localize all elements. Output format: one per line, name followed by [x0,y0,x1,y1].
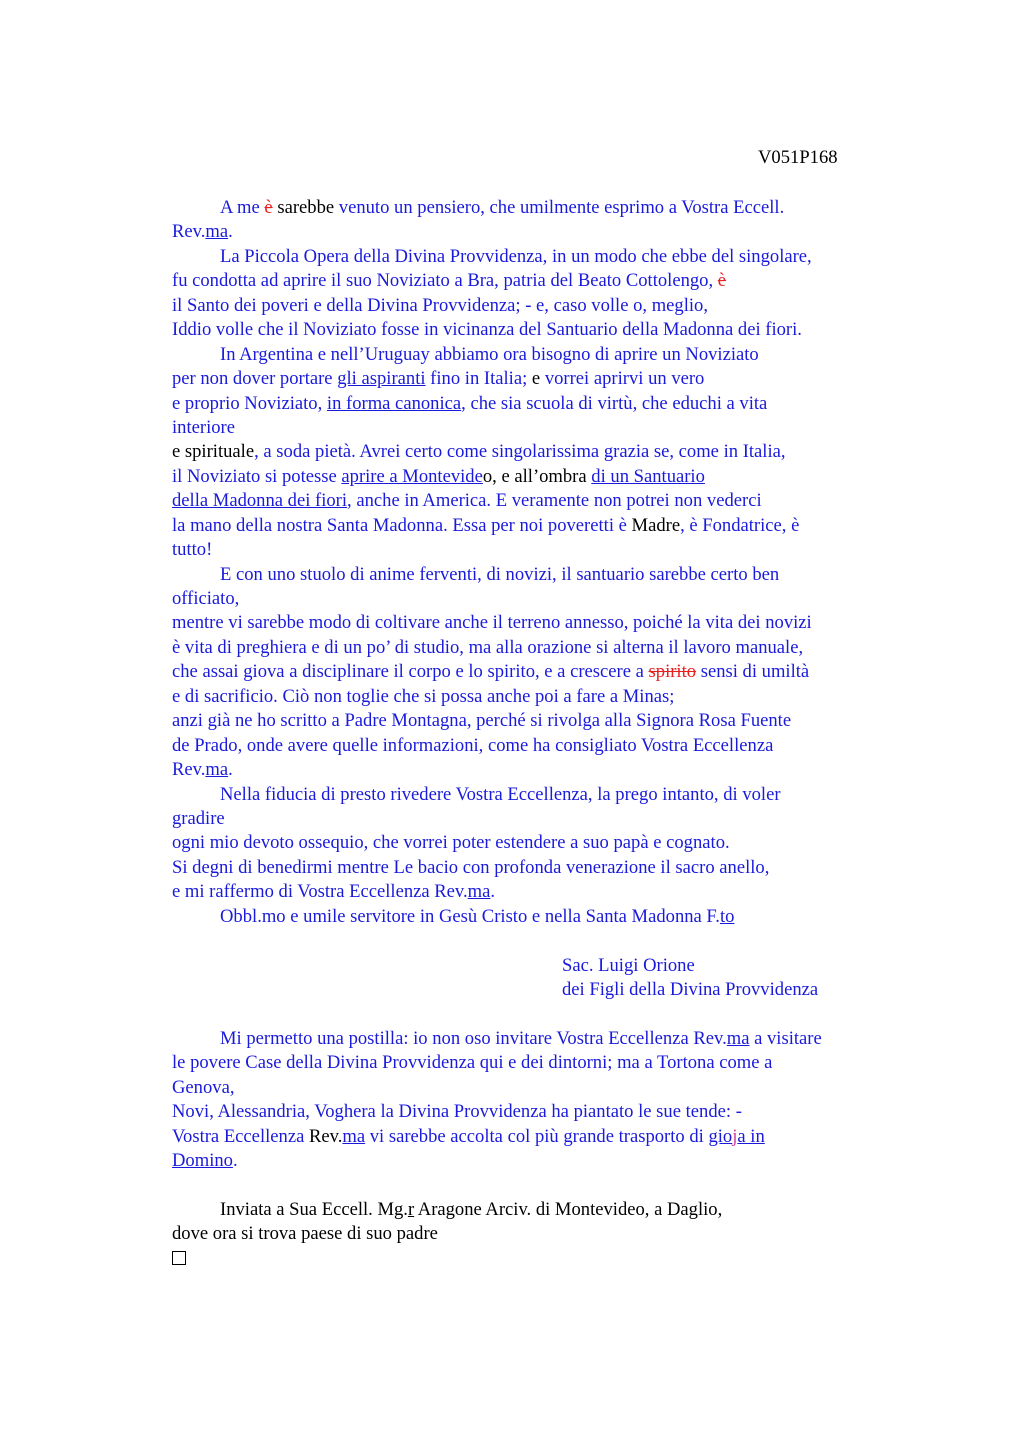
text-line: E con uno stuolo di anime ferventi, di novizi, il santuario sarebbe certo ben [220,563,780,585]
text-line: anzi già ne ho scritto a Padre Montagna, perché si rivolga alla Signora Rosa Fuente [172,710,792,732]
checkbox-icon [172,1247,902,1271]
text-line: tutto! [172,539,213,561]
text-line: Si degni di benedirmi mentre Le bacio con profonda venerazione il sacro anello, [172,856,770,878]
text-line: le povere Case della Divina Provvidenza qui e dei dintorni; ma a Tortona come a [172,1052,773,1074]
text-line: la mano della nostra Santa Madonna. Essa per noi poveretti è Madre, è Fondatrice, è [172,514,800,536]
text-line: per non dover portare gli aspiranti fino in Italia; e vorrei aprirvi un vero [172,368,705,390]
text-line: de Prado, onde avere quelle informazioni, come ha consigliato Vostra Eccellenza [172,734,774,756]
text-line: è vita di preghiera e di un po’ di studio, ma alla orazione si alterna il lavoro manuale, [172,636,804,658]
text-line: ogni mio devoto ossequio, che vorrei poter estendere a suo papà e cognato. [172,832,730,854]
text-line: gradire [172,807,225,829]
text-line: Rev.ma. [172,221,233,243]
note-line: Inviata a Sua Eccell. Mg.r Aragone Arciv. di Montevideo, a Daglio, [220,1198,723,1220]
letter-body [172,196,902,1271]
text-line: Genova, [172,1076,235,1098]
text-line: A me è sarebbe venuto un pensiero, che umilmente esprimo a Vostra Eccell. [220,197,785,218]
text-line: fu condotta ad aprire il suo Noviziato a Bra, patria del Beato Cottolengo, è [172,270,727,292]
page-reference: V051P168 [758,147,838,168]
text-line: Vostra Eccellenza Rev.ma vi sarebbe accolta col più grande trasporto di gioja in [172,1125,765,1147]
text-line: La Piccola Opera della Divina Provvidenza, in un modo che ebbe del singolare, [220,245,812,267]
text-line: In Argentina e nell’Uruguay abbiamo ora bisogno di aprire un Noviziato [220,343,759,365]
text-line: Novi, Alessandria, Voghera la Divina Provvidenza ha piantato le sue tende: - [172,1101,742,1123]
text-line: della Madonna dei fiori, anche in America. E veramente non potrei non vederci [172,490,762,512]
text-line: Domino. [172,1150,238,1172]
note-line: dove ora si trova paese di suo padre [172,1223,438,1245]
text-line: Mi permetto una postilla: io non oso invitare Vostra Eccellenza Rev.ma a visitare [220,1027,822,1049]
signature-name: Sac. Luigi Orione [562,954,695,976]
text-line: officiato, [172,588,240,609]
text-line: Iddio volle che il Noviziato fosse in vicinanza del Santuario della Madonna dei fiori. [172,319,802,341]
text-line: che assai giova a disciplinare il corpo e lo spirito, e a crescere a spirito sensi di umiltà [172,661,810,683]
text-line: e mi raffermo di Vostra Eccellenza Rev.ma. [172,881,496,903]
signature-title: dei Figli della Divina Provvidenza [562,979,819,1000]
text-line: Obbl.mo e umile servitore in Gesù Cristo e nella Santa Madonna F.to [220,905,735,927]
text-line: il Santo dei poveri e della Divina Provvidenza; - e, caso volle o, meglio, [172,294,708,316]
text-line: e proprio Noviziato, in forma canonica, che sia scuola di virtù, che educhi a vita [172,392,768,414]
text-line: Nella fiducia di presto rivedere Vostra Eccellenza, la prego intanto, di voler [220,783,781,805]
blank-line [172,1174,902,1198]
text-line: e spirituale, a soda pietà. Avrei certo come singolarissima grazia se, come in Italia, [172,441,786,463]
text-line: e di sacrificio. Ciò non toglie che si possa anche poi a fare a Minas; [172,685,675,707]
text-line: interiore [172,416,235,438]
text-line: mentre vi sarebbe modo di coltivare anche il terreno annesso, poiché la vita dei novizi [172,612,812,634]
blank-line [172,929,902,953]
text-line: Rev.ma. [172,759,233,781]
blank-line [172,1002,902,1026]
text-line: il Noviziato si potesse aprire a Montevideo, e all’ombra di un Santuario [172,465,705,487]
